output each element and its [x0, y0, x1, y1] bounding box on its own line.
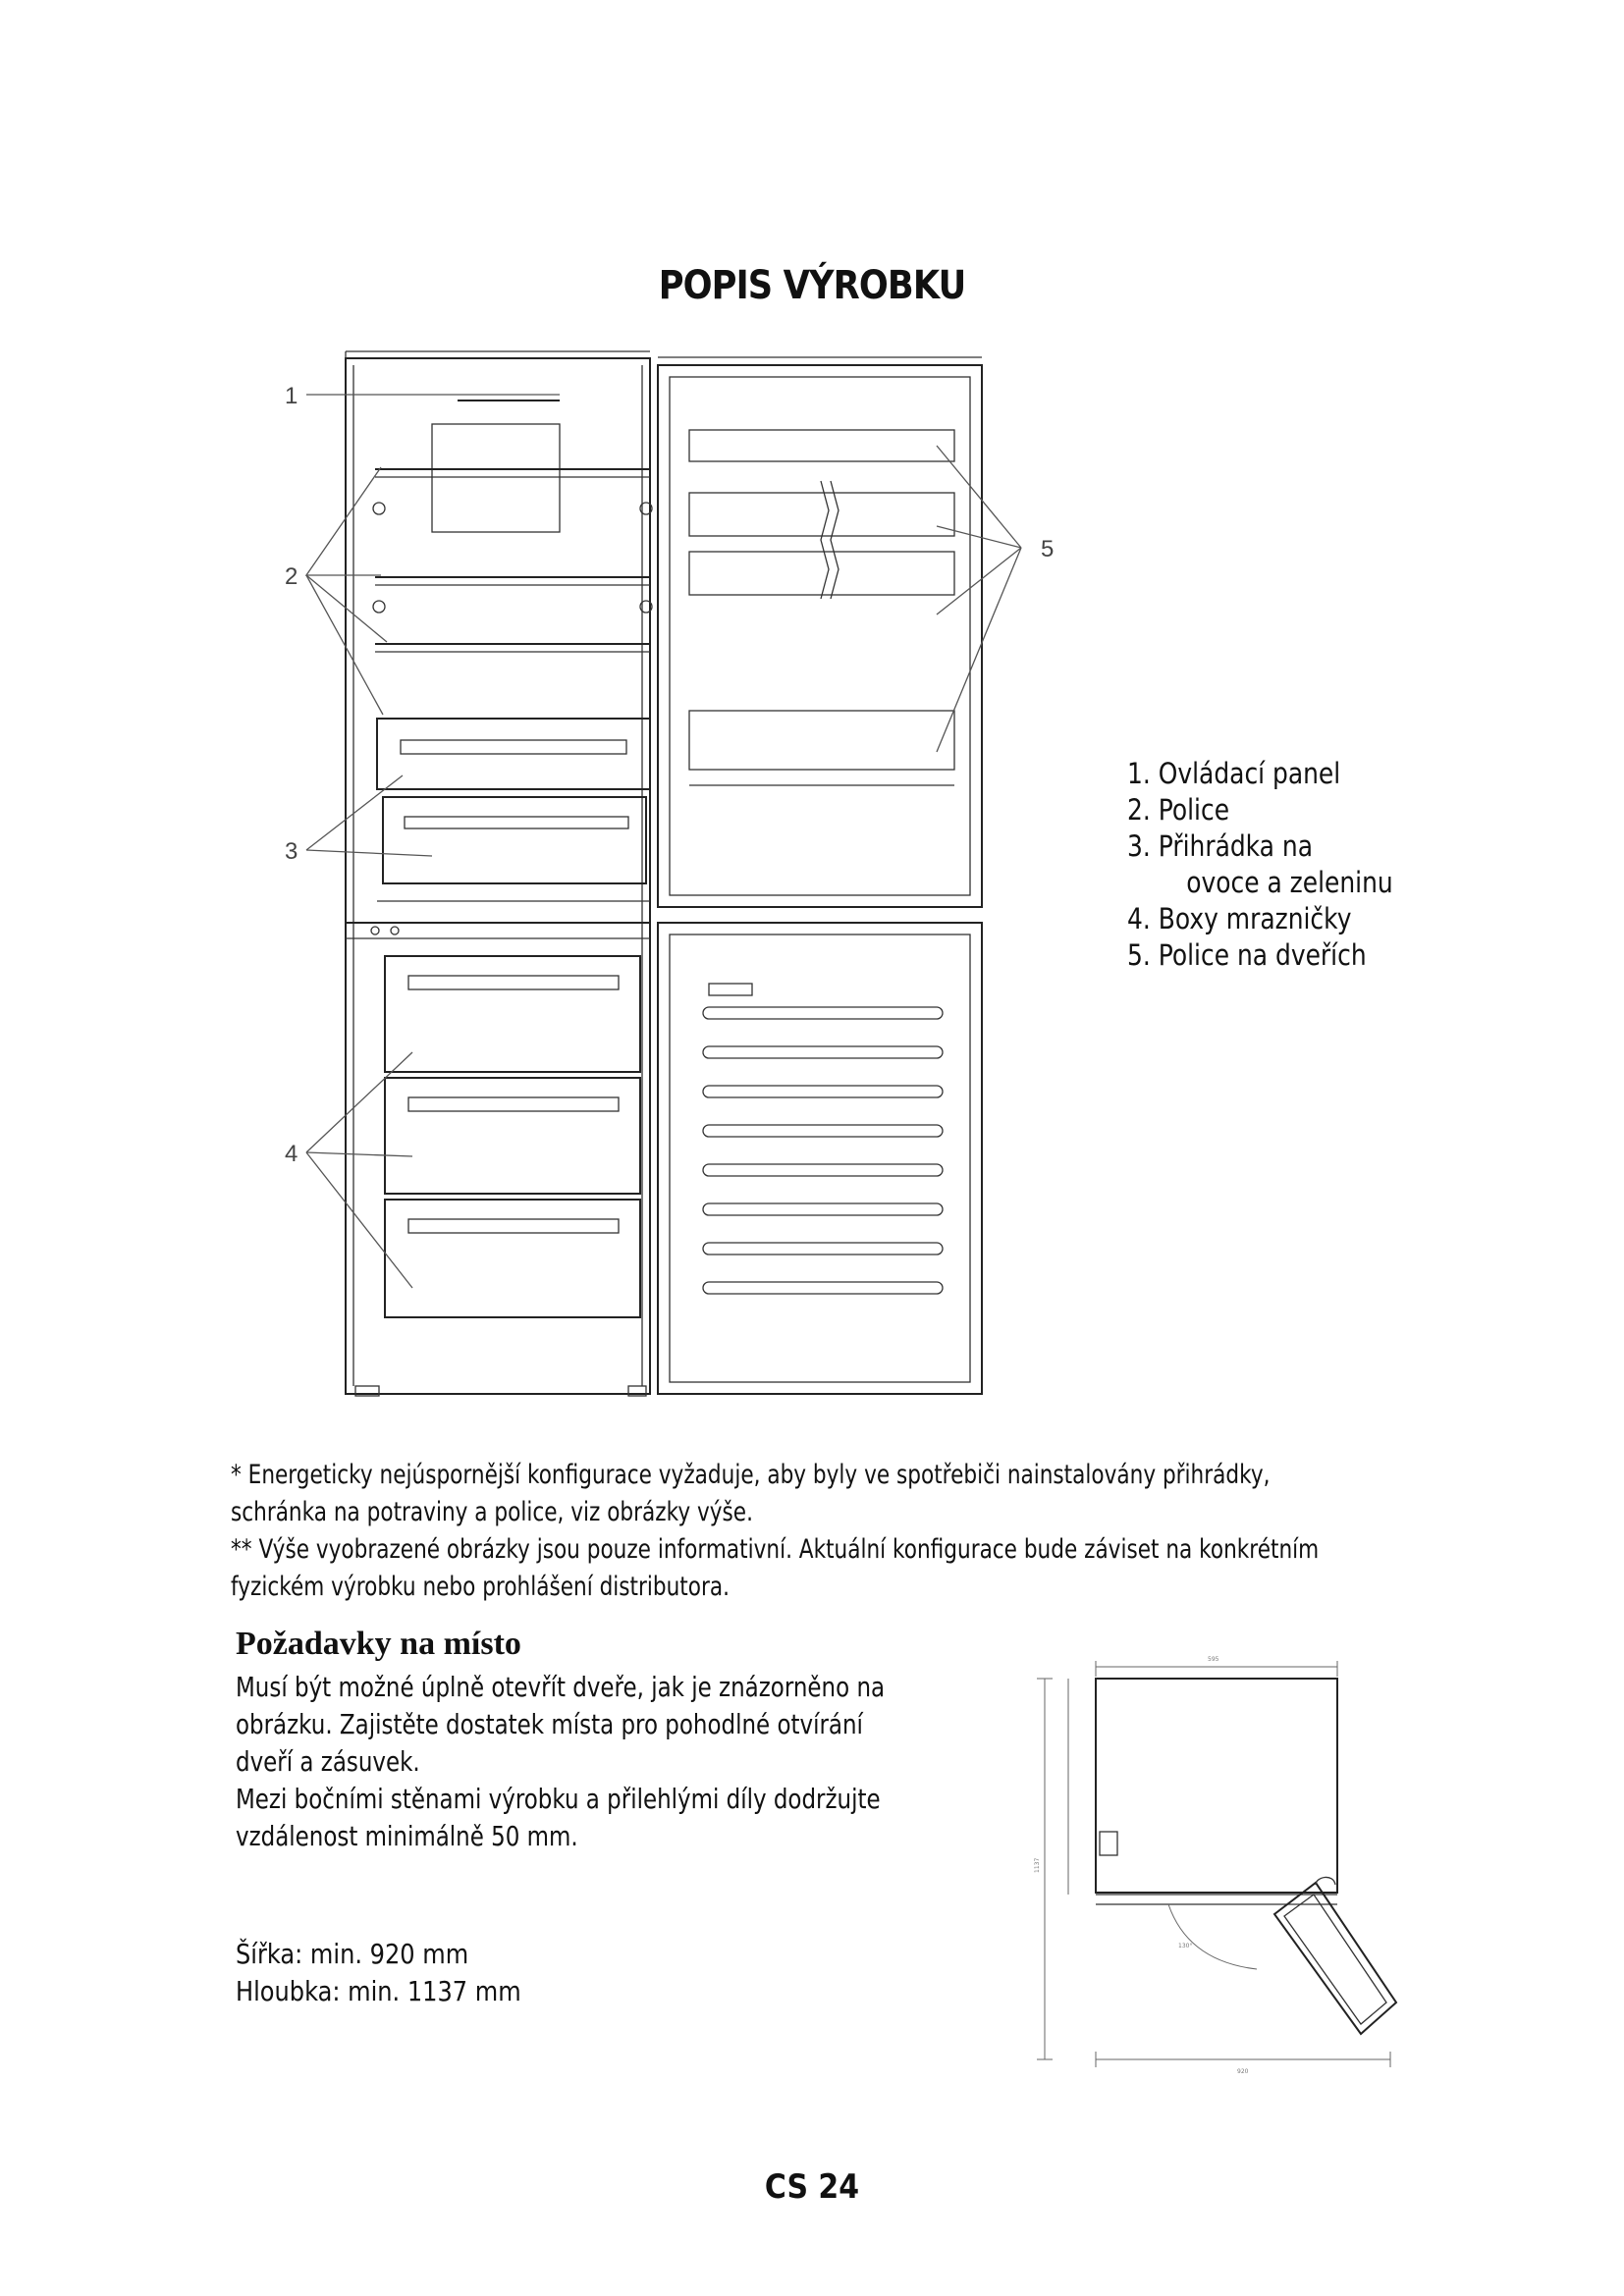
page-number: CS 24 [764, 2167, 860, 2207]
body-width-label: 595 [1208, 1656, 1219, 1663]
callout-1: 1 [285, 383, 298, 409]
legend-item: ovoce a zeleninu [1186, 866, 1393, 899]
requirement-line: vzdálenost minimálně 50 mm. [236, 1820, 578, 1852]
note-line: fyzickém výrobku nebo prohlášení distributora. [231, 1572, 730, 1602]
callout-3: 3 [285, 838, 298, 865]
note-line: * Energeticky nejúspornější konfigurace vyžaduje, aby byly ve spotřebiči nainstalovány přihrádky, [231, 1460, 1271, 1490]
note-line: schránka na potraviny a police, viz obrázky výše. [231, 1497, 753, 1527]
requirement-line: dveří a zásuvek. [236, 1745, 420, 1778]
min-dimensions [236, 1936, 568, 2010]
legend-item: 1. Ovládací panel [1127, 757, 1341, 790]
depth-requirement: Hloubka: min. 1137 mm [236, 1975, 521, 2007]
door-clearance-drawing [1021, 1637, 1414, 2109]
legend-item: 5. Police na dveřích [1127, 938, 1367, 972]
legend-item: 3. Přihrádka na [1127, 829, 1313, 863]
width-dimension-label: 920 [1237, 2068, 1249, 2075]
callout-5: 5 [1041, 536, 1055, 562]
page-title: POPIS VÝROBKU [658, 263, 966, 308]
requirements-text [236, 1669, 1027, 1855]
legend-item: 2. Police [1127, 793, 1230, 827]
footnotes [231, 1457, 1458, 1606]
callout-2: 2 [285, 563, 298, 590]
note-line: ** Výše vyobrazené obrázky jsou pouze informativní. Aktuální konfigurace bude záviset na konkrétním [231, 1534, 1320, 1565]
section-heading: Požadavky na místo [236, 1626, 521, 1662]
requirement-line: obrázku. Zajistěte dostatek místa pro pohodlné otvírání [236, 1708, 863, 1740]
depth-dimension-label: 1137 [1034, 1857, 1041, 1873]
width-requirement: Šířka: min. 920 mm [236, 1938, 469, 1970]
parts-legend [1127, 756, 1436, 974]
callout-4: 4 [285, 1141, 298, 1167]
requirement-line: Mezi bočními stěnami výrobku a přilehlými díly dodržujte [236, 1783, 881, 1815]
requirement-line: Musí být možné úplně otevřít dveře, jak je znázorněno na [236, 1671, 886, 1703]
fridge-diagram [265, 344, 1070, 1414]
angle-label: 130° [1178, 1943, 1193, 1949]
legend-item: 4. Boxy mrazničky [1127, 902, 1352, 935]
